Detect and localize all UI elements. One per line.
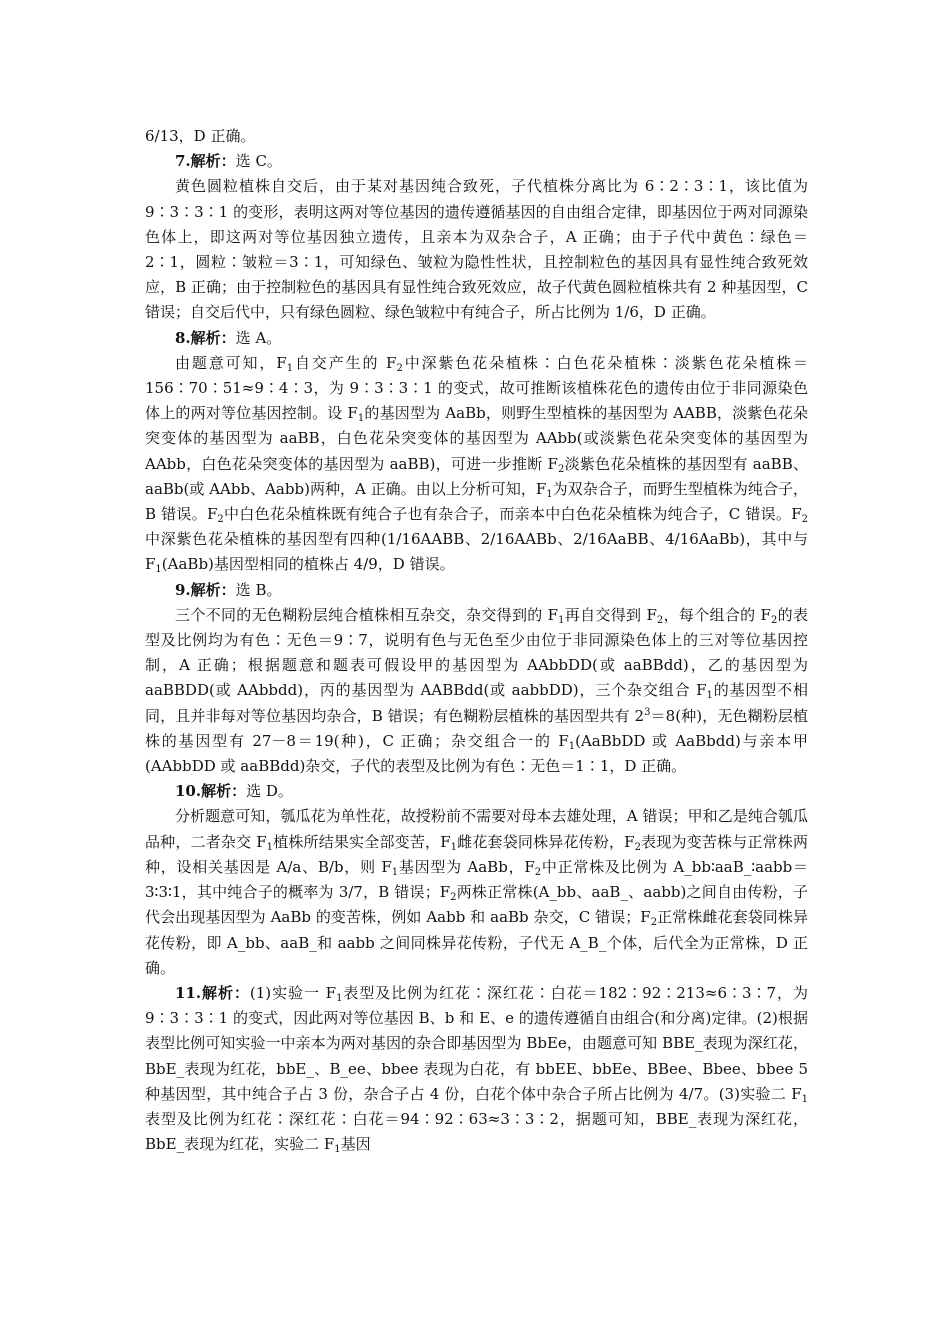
- answer-heading-7: [145, 149, 808, 174]
- answer-heading-10: [145, 779, 808, 804]
- text-paragraph: 黄色圆粒植株自交后，由于某对基因纯合致死，子代植株分离比为 6∶2∶3∶1，该比值为 9∶3∶3∶1 的变形，表明这两对等位基因的遗传遵循基因的自由组合定律，即基因位于两对同源染色体上，即这两对等位基因独立遗传，且亲本为双杂合子，A 正确；由于子代中黄色∶绿色＝2∶1，圆粒∶皱粒＝3∶1，可知绿色、皱粒为隐性性状，且控制粒色的基因具有显性纯合致死效应，B 正确；由于控制粒色的基因具有显性纯合致死效应，故子代黄色圆粒植株共有 2 种基因型，C 错误；自交后代中，只有绿色圆粒、绿色皱粒中有纯合子，所占比例为 1/6，D 正确。: [145, 177, 808, 322]
- text-paragraph: 6/13，D 正确。: [145, 127, 256, 145]
- answer-label: 10.解析：: [175, 782, 247, 801]
- answer-choice: 选 D。: [246, 782, 293, 801]
- answer-label: 9.解析：: [175, 580, 236, 599]
- answer-choice: 选 C。: [235, 152, 282, 171]
- answer-heading-11: [145, 981, 808, 1157]
- answer-heading-8: [145, 326, 808, 351]
- text-paragraph: 由题意可知，$F_1$自交产生的 $F_2$中深紫色花朵植株∶白色花朵植株∶淡紫色花朵植株＝156∶70∶51≈9∶4∶3，为 9∶3∶3∶1 的变式，故可推断该植株花色的遗传由位于非同源染色体上的两对等位基因控制。设 $F_1$的基因型为 AaBb，则野生型植株的基因型为 AABB，淡紫色花朵突变体的基因型为 aaBB，白色花朵突变体的基因型为 AAbb(或淡紫色花朵突变体的基因型为 AAbb，白色花朵突变体的基因型为 aaBB)，可进一步推断 $F_2$淡紫色花朵植株的基因型有 aaBB、aaBb(或 AAbb、Aabb)两种，A 正确。由以上分析可知，$F_1$为双杂合子，而野生型植株为纯合子，B 错误。$F_2$中白色花朵植株既有纯合子也有杂合子，而亲本中白色花朵植株为纯合子，C 错误。$F_2$中深紫色花朵植株的基因型有四种(1/16AABB、2/16AABb、2/16AaBB、4/16AaBb)，其中与 $F_1(AaBb)$基因型相同的植株占 4/9，D 错误。: [145, 353, 808, 576]
- answer-text-body: [145, 124, 808, 1157]
- answer-label: 11.解析：: [175, 983, 250, 1002]
- answer-label: 7.解析：: [175, 152, 236, 171]
- answer-body: (1)实验一 $F_1$表型及比例为红花∶深红花∶白花＝182∶92∶213≈6∶3∶7，为 9∶3∶3∶1 的变式，因此两对等位基因 B、b 和 E、e 的遗传遵循自由组合(和分离)定律。(2)根据表型比例可知实验一中亲本为两对基因的杂合即基因型为 BbEe，由题意可知 BBE_表现为深红花，BbE_表现为红花，bbE_、B_ee、bbee 表现为白花，有 bbEE、bbEe、BBee、Bbee、bbee 5 种基因型，其中纯合子占 3 份，杂合子占 4 份，白花个体中杂合子所占比例为 4/7。(3)实验二 $F_1$表型及比例为红花∶深红花∶白花＝94∶92∶63≈3∶3∶2，据题可知，BBE_表现为深红花，BbE_表现为红花，实验二 $F_1$基因: [145, 983, 808, 1156]
- text-paragraph: 分析题意可知，瓠瓜花为单性花，故授粉前不需要对母本去雄处理，A 错误；甲和乙是纯合瓠瓜品种，二者杂交 $F_1$植株所结果实全部变苦，$F_1$雌花套袋同株异花传粉，$F_2$表现为变苦株与正常株两种，设相关基因是 A/a、B/b，则 $F_1$基因型为 AaBb，$F_2$中正常株及比例为 A_bb∶aaB_∶aabb＝3∶3∶1，其中纯合子的概率为 3/7，B 错误；$F_2$两株正常株(A_bb、aaB_、aabb)之间自由传粉，子代会出现基因型为 AaBb 的变苦株，例如 Aabb 和 aaBb 杂交，C 错误；$F_2$正常株雌花套袋同株异花传粉，即 A_bb、aaB_和 aabb 之间同株异花传粉，子代无 A_B_个体，后代全为正常株，D 正确。: [145, 807, 809, 977]
- answer-choice: 选 B。: [235, 580, 282, 599]
- text-paragraph: 三个不同的无色糊粉层纯合植株相互杂交，杂交得到的 $F_1$再自交得到 $F_2$，每个组合的 $F_2$的表型及比例均为有色∶无色＝9∶7，说明有色与无色至少由位于非同源染色体上的三对等位基因控制，A 正确；根据题意和题表可假设甲的基因型为 AAbbDD(或 aaBBdd)，乙的基因型为 aaBBDD(或 AAbbdd)，丙的基因型为 AABBdd(或 aabbDD)，三个杂交组合 $F_1$的基因型不相同，且并非每对等位基因均杂合，B 错误；有色糊粉层植株的基因型共有 $2^3=8$(种)，无色糊粉层植株的基因型有 27－8＝19(种)，C 正确；杂交组合一的 $F_1(AaBbDD$ 或 AaBbdd)与亲本甲(AAbbDD 或 aaBBdd)杂交，子代的表型及比例为有色∶无色＝1∶1，D 正确。: [145, 605, 809, 776]
- answer-heading-9: [145, 578, 808, 603]
- answer-choice: 选 A。: [235, 328, 282, 347]
- answer-label: 8.解析：: [175, 328, 236, 347]
